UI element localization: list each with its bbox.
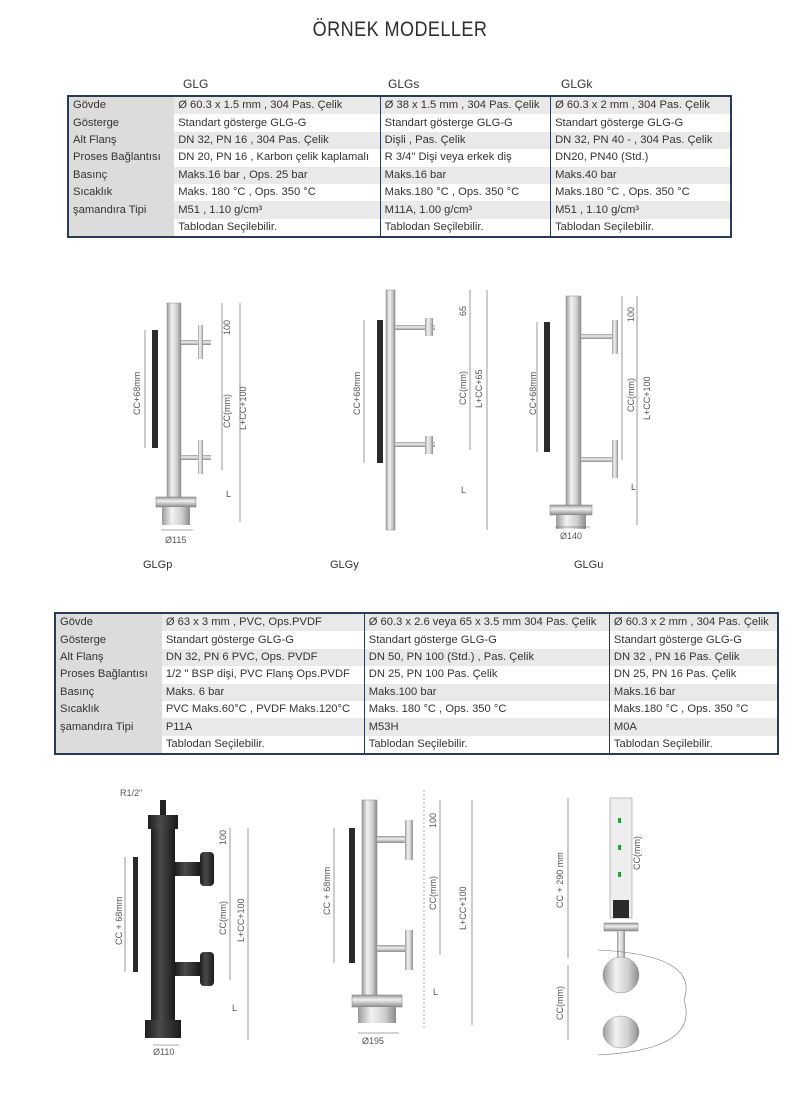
- hp-dim-100: 100: [428, 812, 438, 828]
- top-mount-drawing: [568, 798, 686, 1055]
- spec-cell: DN 50, PN 100 (Std.) , Pas. Çelik: [364, 649, 609, 666]
- row-label: Proses Bağlantısı: [68, 149, 174, 166]
- glgp-dim-d115: Ø115: [165, 535, 187, 545]
- spec-cell: Standart gösterge GLG-G: [174, 114, 380, 131]
- spec-cell: Tablodan Seçilebilir.: [551, 219, 731, 237]
- row-label: Proses Bağlantısı: [55, 666, 162, 683]
- tm-dim-ccmm-indicator: CC(mm): [632, 836, 642, 870]
- row-label: Alt Flanş: [55, 649, 162, 666]
- spec-cell: DN 32 , PN 16 Pas. Çelik: [609, 649, 778, 666]
- pvc-dim-100: 100: [218, 829, 228, 845]
- spec-cell: Tablodan Seçilebilir.: [364, 736, 609, 754]
- spec-cell: DN 25, PN 100 Pas. Çelik: [364, 666, 609, 683]
- pvc-dim-cc68: CC + 68mm: [114, 896, 124, 945]
- spec-cell: Maks.16 bar: [609, 684, 778, 701]
- spec-cell: Maks.40 bar: [551, 167, 731, 184]
- glgy-drawing: [364, 290, 487, 530]
- spec-cell: DN 25, PN 16 Pas. Çelik: [609, 666, 778, 683]
- hp-dim-d195: Ø195: [362, 1036, 385, 1046]
- spec-cell: Maks. 6 bar: [162, 684, 364, 701]
- glgu-dim-ccmm: CC(mm): [626, 378, 636, 412]
- row-label: Gövde: [55, 613, 162, 631]
- spec-cell: Ø 38 x 1.5 mm , 304 Pas. Çelik: [380, 96, 550, 114]
- spec-cell: Tablodan Seçilebilir.: [162, 736, 364, 754]
- spec-cell: Maks. 180 °C , Ops. 350 °C: [364, 701, 609, 718]
- glgu-dim-cc68: CC+68mm: [528, 371, 538, 415]
- model-label-glgk: GLGk: [561, 77, 593, 91]
- glgy-dim-ccmm: CC(mm): [458, 371, 468, 405]
- spec-cell: R 3/4" Dişi veya erkek diş: [380, 149, 550, 166]
- spec-cell: DN 32, PN 16 , 304 Pas. Çelik: [174, 132, 380, 149]
- spec-cell: DN 32, PN 40 - , 304 Pas. Çelik: [551, 132, 731, 149]
- pvc-dim-r12: R1/2": [120, 788, 143, 798]
- glgy-dim-cc68: CC+68mm: [352, 371, 362, 415]
- row-label: Basınç: [68, 167, 174, 184]
- page-title: ÖRNEK MODELLER: [312, 18, 488, 41]
- caption-glgu: GLGu: [574, 559, 604, 571]
- spec-cell: Tablodan Seçilebilir.: [609, 736, 778, 754]
- row-label: şamandıra Tipi: [55, 718, 162, 735]
- spec-cell: Maks.100 bar: [364, 684, 609, 701]
- spec-cell: DN 20, PN 16 , Karbon çelik kaplamalı: [174, 149, 380, 166]
- glgp-dim-cc68: CC+68mm: [132, 371, 142, 415]
- hp-drawing: [334, 790, 472, 1033]
- glgu-dim-d140: Ø140: [560, 531, 583, 541]
- spec-cell: DN 32, PN 6 PVC, Ops. PVDF: [162, 649, 364, 666]
- caption-glgp: GLGp: [143, 559, 173, 571]
- spec-cell: Tablodan Seçilebilir.: [174, 219, 380, 237]
- spec-cell: Maks. 180 °C , Ops. 350 °C: [174, 184, 380, 201]
- model-label-glg: GLG: [183, 77, 209, 91]
- spec-cell: M53H: [364, 718, 609, 735]
- spec-cell: Standart gösterge GLG-G: [380, 114, 550, 131]
- spec-cell: Ø 60.3 x 2 mm , 304 Pas. Çelik: [609, 613, 778, 631]
- spec-cell: Dişli , Pas. Çelik: [380, 132, 550, 149]
- row-label: Sıcaklık: [55, 701, 162, 718]
- glgp-dim-l100: L+CC+100: [238, 386, 248, 430]
- pvc-dim-ccmm: CC(mm): [218, 901, 228, 935]
- spec-cell: P11A: [162, 718, 364, 735]
- spec-cell: Maks.180 °C , Ops. 350 °C: [551, 184, 731, 201]
- glgp-dim-ccmm: CC(mm): [222, 394, 232, 428]
- spec-cell: Ø 60.3 x 2 mm , 304 Pas. Çelik: [551, 96, 731, 114]
- spec-cell: M51 , 1.10 g/cm³: [174, 201, 380, 218]
- hp-dim-ccmm: CC(mm): [428, 876, 438, 910]
- spec-cell: Maks.180 °C , Ops. 350 °C: [609, 701, 778, 718]
- spec-cell: Ø 63 x 3 mm , PVC, Ops.PVDF: [162, 613, 364, 631]
- spec-cell: Tablodan Seçilebilir.: [380, 219, 550, 237]
- glgy-dim-l65: L+CC+65: [474, 369, 484, 408]
- row-label: şamandıra Tipi: [68, 201, 174, 218]
- spec-cell: Maks.16 bar , Ops. 25 bar: [174, 167, 380, 184]
- caption-glgy: GLGy: [330, 559, 359, 571]
- glgu-drawing: [537, 296, 637, 529]
- spec-cell: M0A: [609, 718, 778, 735]
- glgy-dim-l: L: [461, 485, 467, 495]
- spec-cell: Ø 60.3 x 2.6 veya 65 x 3.5 mm 304 Pas. Çelik: [364, 613, 609, 631]
- hp-dim-cc68: CC + 68mm: [322, 866, 332, 915]
- row-label: Gösterge: [55, 631, 162, 648]
- glgp-dim-100: 100: [222, 319, 232, 335]
- glgp-dim-l: L: [226, 489, 232, 499]
- spec-cell: Standart gösterge GLG-G: [364, 631, 609, 648]
- row-label: Basınç: [55, 684, 162, 701]
- row-label: Gövde: [68, 96, 174, 114]
- spec-cell: Standart gösterge GLG-G: [609, 631, 778, 648]
- spec-cell: Maks.180 °C , Ops. 350 °C: [380, 184, 550, 201]
- spec-cell: Standart gösterge GLG-G: [551, 114, 731, 131]
- row-label: Gösterge: [68, 114, 174, 131]
- tm-dim-ccmm: CC(mm): [555, 986, 565, 1020]
- model-label-glgs: GLGs: [388, 77, 420, 91]
- spec-cell: DN20, PN40 (Std.): [551, 149, 731, 166]
- spec-cell: M11A, 1.00 g/cm³: [380, 201, 550, 218]
- spec-cell: M51 , 1.10 g/cm³: [551, 201, 731, 218]
- glgu-dim-l100: L+CC+100: [642, 376, 652, 420]
- row-label: Sıcaklık: [68, 184, 174, 201]
- glgy-dim-65: 65: [458, 305, 468, 316]
- hp-dim-l: L: [433, 987, 439, 997]
- spec-cell: Standart gösterge GLG-G: [162, 631, 364, 648]
- pvc-dim-l: L: [232, 1003, 238, 1013]
- pvc-drawing: [125, 800, 248, 1045]
- spec-cell: Maks.16 bar: [380, 167, 550, 184]
- pvc-dim-d110: Ø110: [153, 1047, 175, 1057]
- glgu-dim-l: L: [631, 482, 637, 492]
- spec-cell: Ø 60.3 x 1.5 mm , 304 Pas. Çelik: [174, 96, 380, 114]
- spec-cell: PVC Maks.60°C , PVDF Maks.120°C: [162, 701, 364, 718]
- pvc-dim-l100: L+CC+100: [236, 898, 246, 942]
- hp-dim-l100: L+CC+100: [458, 886, 468, 930]
- spec-cell: 1/2 " BSP dişi, PVC Flanş Ops.PVDF: [162, 666, 364, 683]
- glgu-dim-100: 100: [626, 306, 636, 322]
- row-label: Alt Flanş: [68, 132, 174, 149]
- tm-dim-cc290: CC + 290 mm: [555, 852, 565, 908]
